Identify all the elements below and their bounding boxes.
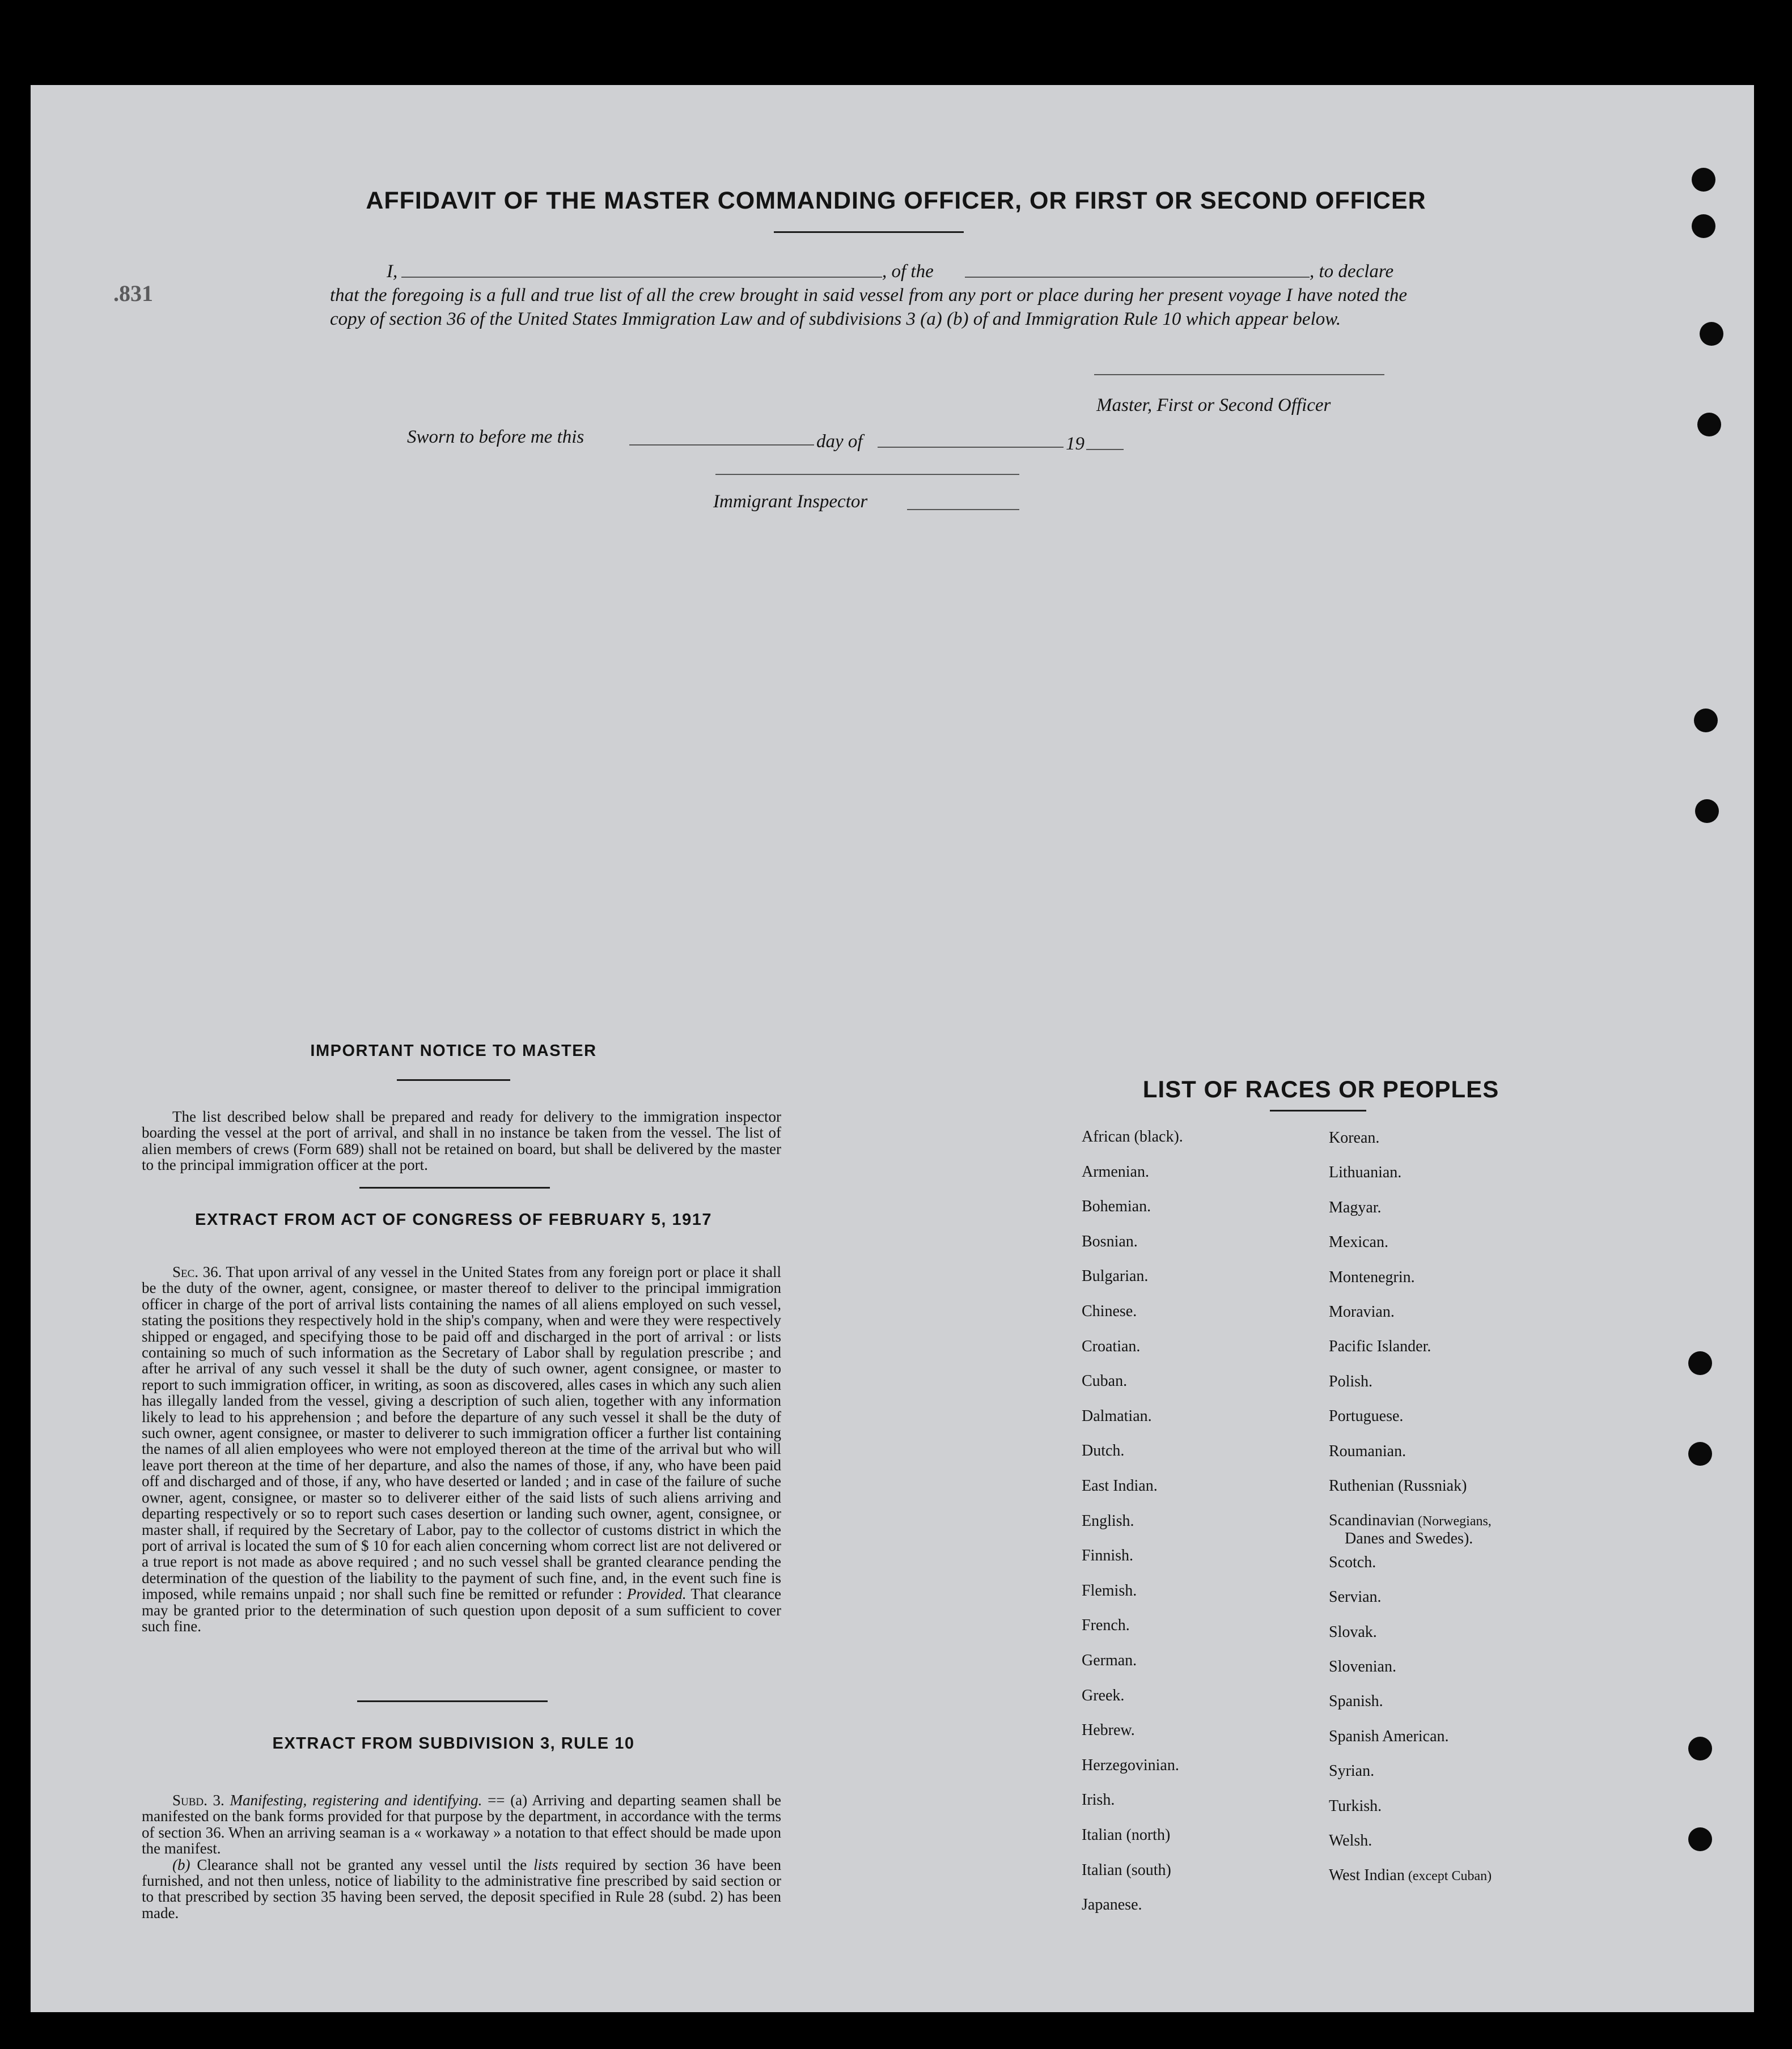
race-item xyxy=(1329,1303,1395,1321)
race-item xyxy=(1329,1797,1382,1815)
race-name: Scotch. xyxy=(1329,1553,1376,1571)
race-item xyxy=(1329,1728,1449,1746)
punch-hole xyxy=(1688,1827,1712,1851)
punch-hole xyxy=(1694,709,1718,732)
race-name: Slovenian. xyxy=(1329,1658,1396,1675)
rule-part-a xyxy=(142,1792,781,1857)
act-provided: Provided. xyxy=(626,1585,687,1603)
notice-title: IMPORTANT NOTICE TO MASTER xyxy=(310,1042,597,1060)
rule-part-b xyxy=(142,1857,781,1921)
race-name: Servian. xyxy=(1329,1588,1382,1606)
race-item xyxy=(1329,1623,1377,1641)
race-name: Slovak. xyxy=(1329,1623,1377,1641)
punch-hole xyxy=(1688,1737,1712,1760)
race-item: French. xyxy=(1082,1617,1130,1635)
race-item: Bohemian. xyxy=(1082,1198,1151,1216)
name-blank xyxy=(401,277,882,278)
act-section-text: That upon arrival of any vessel in the United States from any foreign port or place it shall be the duty of the owner, agent, consignee, or master thereof to deliver to the principal immigration officer in charge of the port of arrival lists containing the names of all aliens employed on such vessel, stating the positions they respectively hold in the ship's company, when and were they were respectively shipped or engaged, and specifying those to be paid off and discharged in the port of arrival : or lists containing so much of such information as the Secretary of Labor shall by regulation prescribe ; and after he arrival of any such vessel it shall be the duty of such owner, agent consignee, or master to report to such immigration officer, in writing, as soon as discovered, alles cases in which any such alien has illegally landed from the vessel, giving a description of such alien, together with any information likely to lead to his apprehension ; and before the departure of any such vessel it shall be the duty of such owner, agent consignee, or master to deliverer to such immigration officer a further list containing the names of all alien employees who were not employed thereon at the time of the arrival but who will leave port thereon at the time of her departure, and also the names of those, if any, who have been paid off and discharged and of those, if any, who have deserted or landed ; and in case of the failure of suche owner, agent, consignee, or master so to deliverer either of the said lists of such aliens arriving and departing respectively or so to report such cases desertion or landing such owner, agent, consignee, or master shall, if required by the Secretary of Labor, pay to the collector of customs district in which the port of arrival is located the sum of $ 10 for each alien concerning whom correct list are not delivered or a true report is not made as above required ; and no such vessel shall be granted clearance pending the determination of the question of the liability to the payment of such fine, and, in the event such fine is imposed, while remains unpaid ; nor shall such fine be remitted or refunder : xyxy=(142,1263,782,1603)
punch-hole xyxy=(1688,1442,1712,1466)
race-item: Croatian. xyxy=(1082,1337,1141,1355)
race-name: Syrian. xyxy=(1329,1762,1375,1780)
race-name: Scandinavian xyxy=(1329,1512,1414,1530)
race-name: Turkish. xyxy=(1329,1797,1382,1815)
punch-hole xyxy=(1688,1351,1712,1375)
affidavit-to-declare: , to declare xyxy=(1310,261,1394,282)
day-of-label: day of xyxy=(816,431,863,452)
rule-part-b-text-1: Clearance shall not be granted any vessel until the xyxy=(197,1856,527,1873)
race-note: (Norwegians, xyxy=(1414,1514,1492,1529)
sworn-label: Sworn to before me this xyxy=(407,427,584,447)
race-name: Moravian. xyxy=(1329,1303,1395,1321)
race-item: Italian (north) xyxy=(1082,1826,1171,1844)
race-name: Spanish. xyxy=(1329,1692,1383,1711)
race-item: Chinese. xyxy=(1082,1303,1137,1320)
sworn-day-blank xyxy=(629,444,814,446)
race-item xyxy=(1329,1407,1403,1426)
affidavit-of-the: , of the xyxy=(882,261,934,282)
act-section-label: Sec. 36. xyxy=(172,1263,222,1280)
race-item xyxy=(1329,1588,1382,1606)
sworn-month-blank xyxy=(878,447,1064,448)
race-item xyxy=(1329,1443,1406,1461)
race-item: Dutch. xyxy=(1082,1442,1125,1460)
race-name: Pacific Islander. xyxy=(1329,1338,1431,1356)
race-item xyxy=(1329,1866,1492,1885)
inspector-signature-blank xyxy=(715,474,1019,475)
rule-part-b-label: (b) xyxy=(172,1856,190,1873)
notice-text: The list described below shall be prepared and ready for delivery to the immigration inspector boarding the vessel at the port of arrival, and shall in no instance be taken from the vessel. The list of alien members of crews (Form 689) shall not be retained on board, but shall be delivered by the master to the principal immigration officer at the port. xyxy=(142,1108,781,1174)
race-item: Flemish. xyxy=(1082,1581,1137,1600)
rule-subd-heading: Manifesting, registering and identifying. xyxy=(230,1792,482,1809)
race-item xyxy=(1329,1832,1372,1850)
race-item xyxy=(1329,1692,1383,1711)
race-item xyxy=(1329,1477,1467,1495)
race-item: Bulgarian. xyxy=(1082,1267,1149,1286)
year-prefix: 19 xyxy=(1066,434,1084,454)
rule-text xyxy=(142,1792,781,1921)
rule-part-b-lists: lists xyxy=(533,1856,558,1873)
race-name: Magyar. xyxy=(1329,1198,1382,1216)
rule-part-a-text: == (a) Arriving and departing seamen shall be manifested on the bank forms provided for that purpose by the department, in accordance with the terms of section 36. When an arriving seaman is a « workaway » a notation to that effect should be made upon the manifest. xyxy=(142,1792,781,1857)
inspector-blank xyxy=(907,509,1019,510)
race-item xyxy=(1329,1164,1401,1182)
races-title: LIST OF RACES OR PEOPLES xyxy=(1142,1076,1499,1102)
signature-blank xyxy=(1094,374,1384,375)
rule-part-b-text-2: required by section 36 have been furnished, and not then unless, notice of liability to the administrative fine prescribed by said section or to that prescribed by section 35 having been served, the deposit specified in Rule 28 (subd. 2) has been made. xyxy=(142,1856,782,1921)
rule-subd-label: Subd. 3. xyxy=(172,1792,224,1809)
race-name: Polish. xyxy=(1329,1372,1373,1390)
race-item: Irish. xyxy=(1082,1791,1115,1809)
race-item: Finnish. xyxy=(1082,1547,1134,1565)
race-item xyxy=(1329,1554,1376,1572)
race-item xyxy=(1329,1512,1492,1548)
race-note: Danes and Swedes). xyxy=(1345,1530,1473,1548)
race-name: Spanish American. xyxy=(1329,1727,1449,1745)
race-item: Armenian. xyxy=(1082,1163,1149,1181)
title-rule xyxy=(774,231,964,233)
vessel-blank xyxy=(965,277,1310,278)
punch-hole xyxy=(1700,322,1723,346)
signature-label: Master, First or Second Officer xyxy=(1096,395,1331,415)
race-name: Lithuanian. xyxy=(1329,1164,1402,1182)
act-section-text-end: That clearance may be granted prior to the determination of such question upon deposit of a sum sufficient to cover such fine. xyxy=(142,1585,782,1635)
race-item: Cuban. xyxy=(1082,1372,1128,1390)
race-item xyxy=(1329,1129,1379,1147)
race-name: Ruthenian (Russniak) xyxy=(1329,1477,1467,1495)
race-item xyxy=(1329,1199,1382,1217)
affidavit-body: that the foregoing is a full and true list of all the crew brought in said vessel from any port or place during her present voyage I have noted the copy of section 36 of the United States Immigration Law and of subdivisions 3 (a) (b) of and Immigration Rule 10 which appear below. xyxy=(330,285,1407,329)
race-name: Welsh. xyxy=(1329,1832,1372,1849)
race-item: Bosnian. xyxy=(1082,1232,1138,1250)
race-item xyxy=(1329,1658,1396,1676)
race-item: Japanese. xyxy=(1082,1896,1142,1914)
race-name: Roumanian. xyxy=(1329,1442,1407,1460)
rule-title: EXTRACT FROM SUBDIVISION 3, RULE 10 xyxy=(272,1734,635,1753)
race-item: East Indian. xyxy=(1082,1477,1158,1495)
inspector-label: Immigrant Inspector xyxy=(713,491,868,512)
affidavit-line-i: I, xyxy=(387,261,398,282)
year-blank xyxy=(1086,449,1124,450)
race-item: African (black). xyxy=(1082,1128,1183,1146)
race-name: Portuguese. xyxy=(1329,1407,1404,1426)
race-item xyxy=(1329,1233,1388,1252)
punch-hole xyxy=(1692,214,1715,238)
race-item: Greek. xyxy=(1082,1686,1125,1704)
notice-rule xyxy=(397,1079,510,1081)
race-item: Italian (south) xyxy=(1082,1861,1171,1879)
punch-hole xyxy=(1695,799,1719,823)
race-item xyxy=(1329,1373,1372,1391)
race-name: Korean. xyxy=(1329,1129,1380,1147)
margin-stamp: .831 xyxy=(113,281,153,306)
act-text xyxy=(142,1264,781,1634)
race-item: Hebrew. xyxy=(1082,1721,1135,1740)
race-name: Mexican. xyxy=(1329,1233,1388,1252)
punch-hole xyxy=(1697,413,1721,436)
race-item xyxy=(1329,1762,1374,1780)
race-item xyxy=(1329,1338,1431,1356)
race-item: German. xyxy=(1082,1652,1137,1669)
affidavit-title: AFFIDAVIT OF THE MASTER COMMANDING OFFICER, OR FIRST OR SECOND OFFICER xyxy=(366,187,1426,214)
race-item: English. xyxy=(1082,1512,1134,1530)
race-item xyxy=(1329,1269,1415,1287)
race-name: Montenegrin. xyxy=(1329,1268,1415,1286)
race-item: Herzegovinian. xyxy=(1082,1756,1179,1774)
race-item: Dalmatian. xyxy=(1082,1407,1152,1425)
notice-bottom-rule xyxy=(359,1187,550,1189)
races-rule xyxy=(1270,1110,1366,1112)
race-name: West Indian xyxy=(1329,1866,1405,1885)
race-note: (except Cuban) xyxy=(1404,1869,1492,1884)
act-title: EXTRACT FROM ACT OF CONGRESS OF FEBRUARY 5, 1917 xyxy=(194,1211,713,1229)
act-bottom-rule xyxy=(357,1700,548,1702)
